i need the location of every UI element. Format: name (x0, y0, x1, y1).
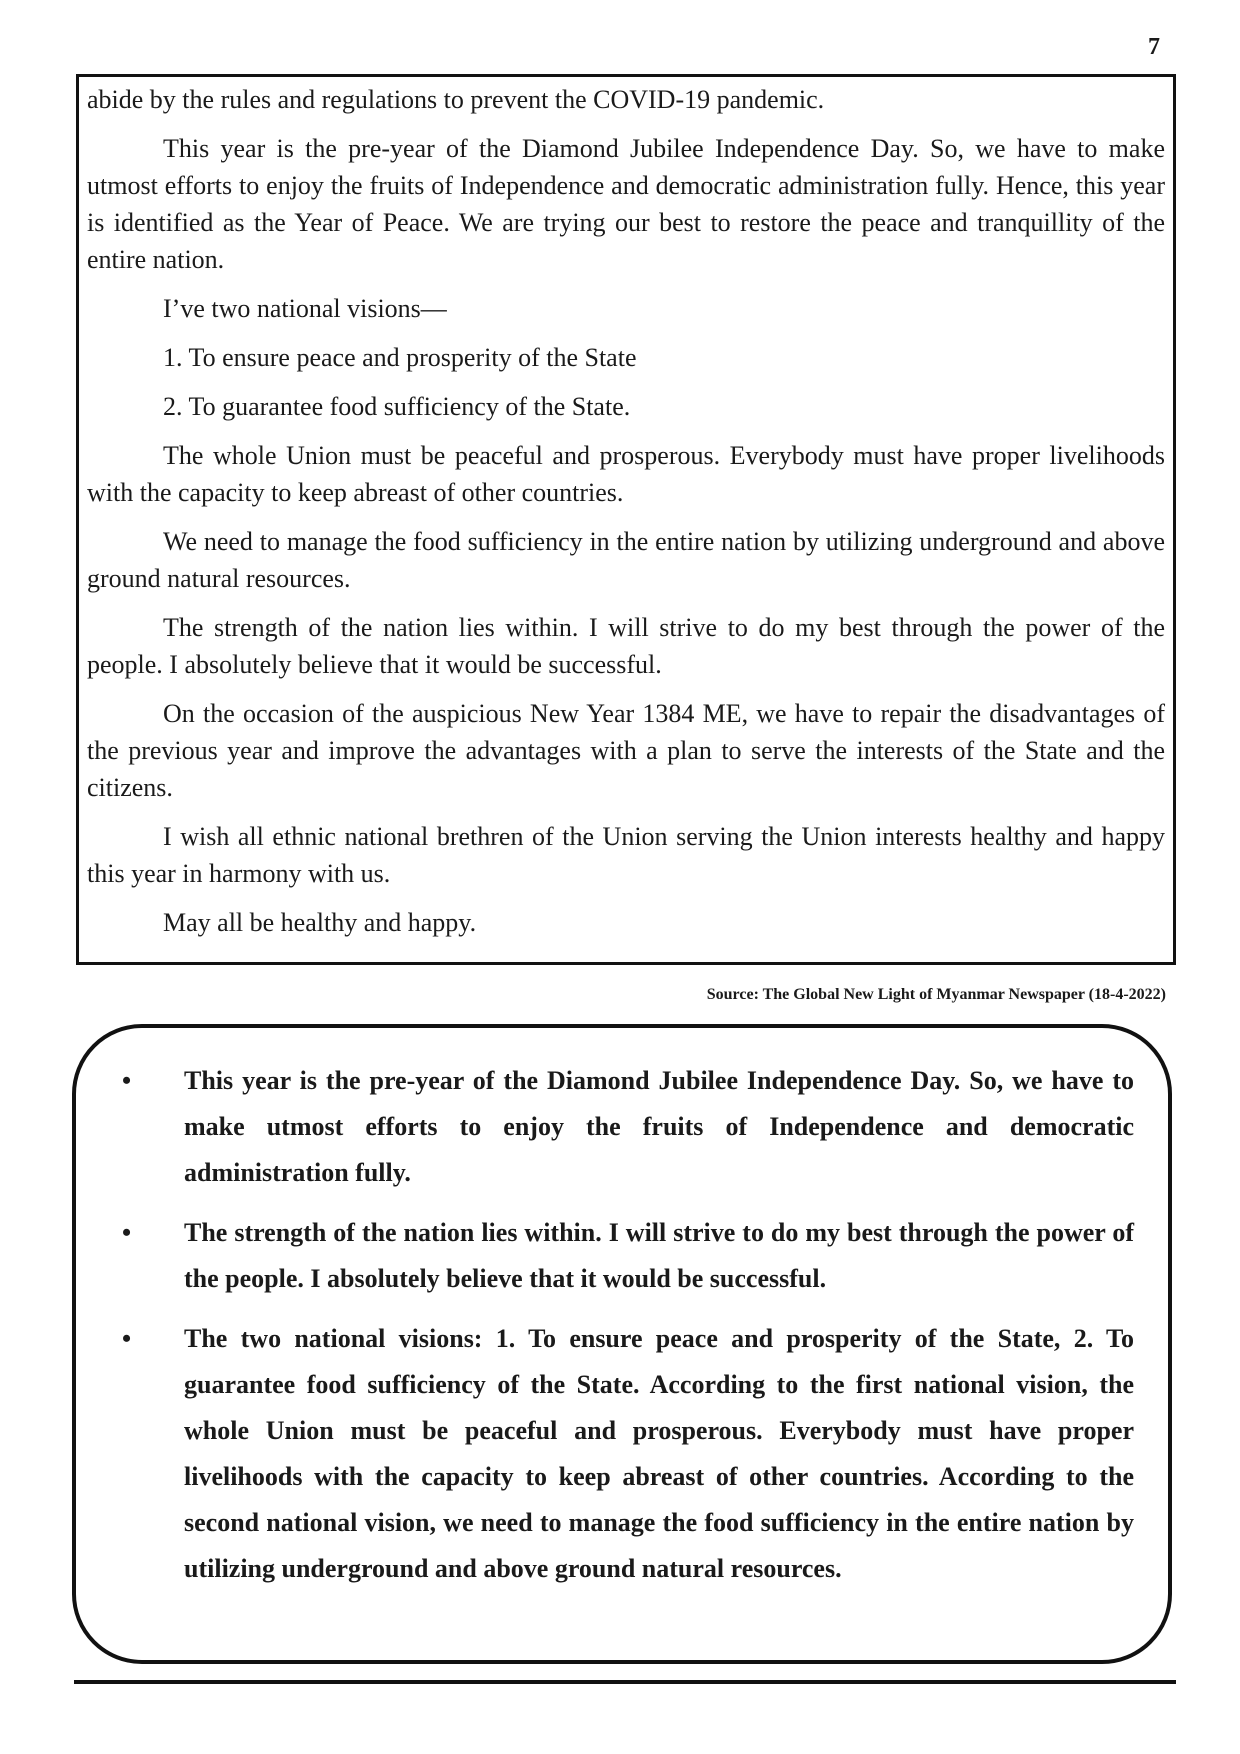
bottom-divider (74, 1680, 1176, 1684)
summary-item-text: This year is the pre-year of the Diamond Jubilee Independence Day. So, we have to make utmost efforts to enjoy the fruits of Independence and democratic administration fully. (184, 1066, 1134, 1187)
summary-item (108, 1210, 1134, 1302)
bullet-icon: • (122, 1066, 132, 1095)
page-number: 7 (1148, 34, 1160, 60)
speech-paragraph: I wish all ethnic national brethren of the Union serving the Union interests healthy and happy this year in harmony with us. (87, 822, 1165, 888)
speech-paragraph: On the occasion of the auspicious New Year 1384 ME, we have to repair the disadvantages of the previous year and improve the advantages with a plan to serve the interests of the State and the citizens. (87, 699, 1165, 802)
source-citation: Source: The Global New Light of Myanmar Newspaper (18-4-2022) (706, 986, 1166, 1003)
summary-item-text: The strength of the nation lies within. I will strive to do my best through the power of the people. I absolutely believe that it would be successful. (184, 1218, 1134, 1293)
speech-paragraph: The strength of the nation lies within. I will strive to do my best through the power of the people. I absolutely believe that it would be successful. (87, 613, 1165, 679)
speech-paragraph: May all be healthy and happy. (163, 908, 477, 937)
speech-paragraph: The whole Union must be peaceful and prosperous. Everybody must have proper livelihoods with the capacity to keep abreast of other countries. (87, 441, 1165, 507)
speech-paragraph: We need to manage the food sufficiency in the entire nation by utilizing underground and above ground natural resources. (87, 527, 1165, 593)
summary-item (108, 1316, 1134, 1592)
summary-box (72, 1024, 1172, 1664)
summary-list (108, 1058, 1134, 1592)
speech-paragraph: 2. To guarantee food sufficiency of the State. (163, 392, 631, 421)
speech-paragraph: This year is the pre-year of the Diamond Jubilee Independence Day. So, we have to make utmost efforts to enjoy the fruits of Independence and democratic administration fully. Hence, this year is identified as the Year of Peace. We are trying our best to restore the peace and tranquillity of the entire nation. (87, 134, 1165, 274)
bullet-icon: • (122, 1324, 132, 1353)
speech-text-box (76, 74, 1176, 965)
bullet-icon: • (122, 1218, 132, 1247)
summary-item (108, 1058, 1134, 1196)
summary-item-text: The two national visions: 1. To ensure peace and prosperity of the State, 2. To guarantee food sufficiency of the State. According to the first national vision, the whole Union must be peaceful and prosperous. Everybody must have proper livelihoods with the capacity to keep abreast of other countries. According to the second national vision, we need to manage the food sufficiency in the entire nation by utilizing underground and above ground natural resources. (184, 1324, 1134, 1583)
speech-paragraph: I’ve two national visions— (163, 294, 447, 323)
speech-paragraph: 1. To ensure peace and prosperity of the State (163, 343, 637, 372)
speech-paragraph: abide by the rules and regulations to prevent the COVID-19 pandemic. (87, 85, 825, 114)
